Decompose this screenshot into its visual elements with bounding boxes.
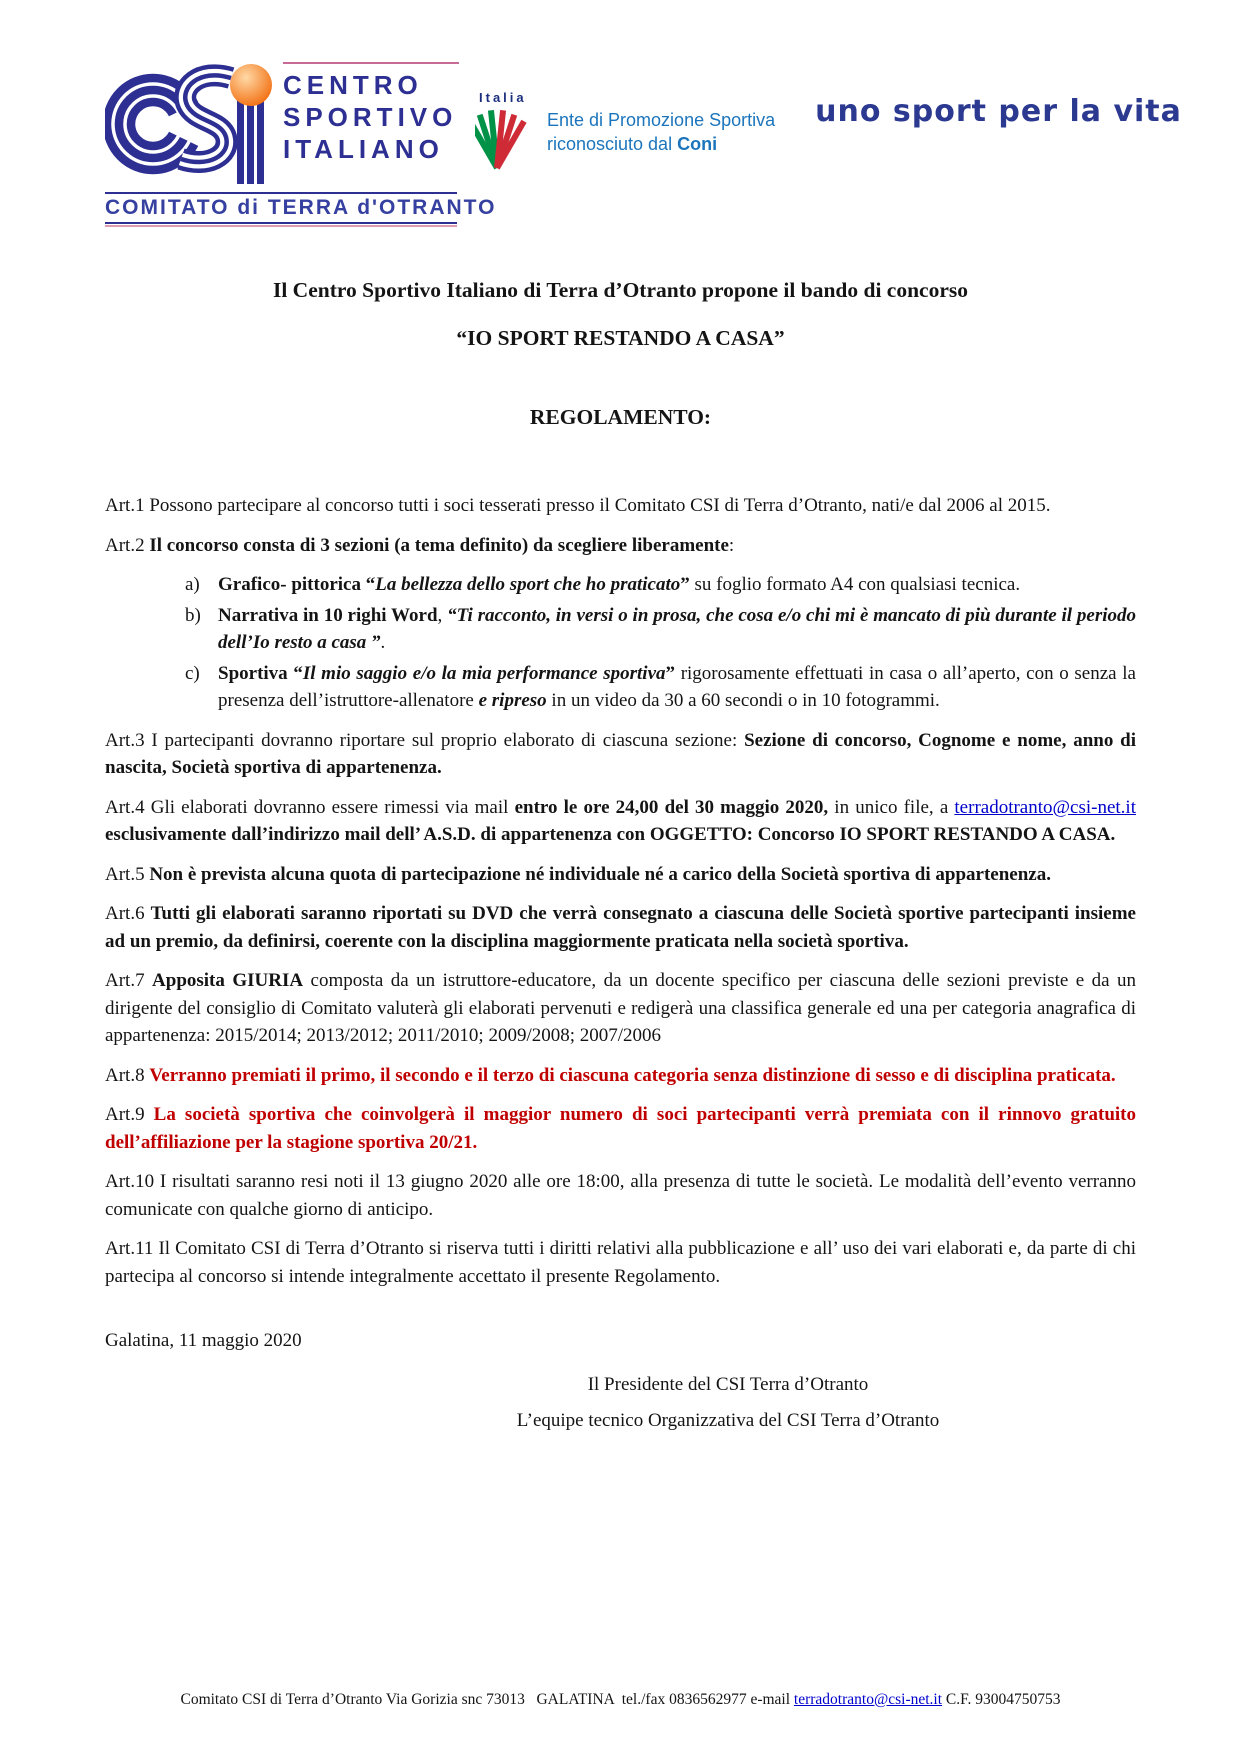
- coni-flag-fan-icon: [475, 106, 537, 172]
- text-run: .: [380, 632, 386, 653]
- text-run: Art.4 Gli elaborati dovranno essere rimessi via mail: [105, 796, 515, 818]
- committee-name: COMITATO di TERRA d'OTRANTO: [105, 196, 497, 219]
- text-run: Art.11 Il Comitato CSI di Terra d’Otranto si riserva tutti i diritti relativi alla pubblicazione e all’ uso dei vari elaborati e, da parte di chi partecipa al concorso si intende integralmente accettato il presente Regolamento.: [105, 1238, 1136, 1287]
- text-run: esclusivamente dall’indirizzo mail dell’ A.S.D. di appartenenza con OGGETTO: Concorso IO SPORT RESTANDO A CASA.: [105, 824, 1116, 845]
- text-run: Art.2: [105, 534, 150, 556]
- coni-line2-coni: Coni: [677, 134, 718, 154]
- document-content: [105, 60, 1182, 1432]
- list-marker: b): [185, 604, 201, 626]
- document-header: [105, 60, 1182, 227]
- text-run: Sezione di concorso, Cognome e nome, anno di nascita, Società sportiva di appartenenza.: [105, 729, 1136, 778]
- text-run: ,: [437, 604, 448, 626]
- pink-rule: [283, 62, 459, 64]
- csi-ball-icon: [230, 64, 272, 106]
- list-marker: a): [185, 574, 200, 595]
- csi-word-sportivo: SPORTIVO: [283, 102, 458, 132]
- csi-emblem-row: [105, 60, 457, 188]
- place-date: Galatina, 11 maggio 2020: [105, 1330, 302, 1351]
- text-run: Art.8: [105, 1064, 150, 1086]
- text-run: Comitato CSI di Terra d’Otranto Via Gorizia snc 73013 GALATINA tel./fax 0836562977 e-mail: [180, 1691, 794, 1708]
- text-run: su foglio formato A4 con qualsiasi tecnica.: [689, 574, 1021, 595]
- article-paragraph: [105, 727, 1136, 782]
- csi-word-centro: CENTRO: [283, 70, 423, 100]
- text-run: Art.6: [105, 903, 151, 924]
- text-run: entro le ore 24,00 del 30 maggio 2020,: [514, 796, 829, 818]
- coni-endorsement: [475, 90, 775, 174]
- article-paragraph: [105, 900, 1136, 955]
- text-run: Apposita GIURIA: [152, 970, 304, 991]
- article-paragraph: [105, 861, 1136, 889]
- title-line2: “IO SPORT RESTANDO A CASA”: [456, 326, 785, 350]
- csi-emblem-icon: [105, 60, 277, 188]
- list-marker: c): [185, 662, 200, 684]
- coni-line2: [547, 132, 775, 156]
- email-link[interactable]: terradotranto@csi-net.it: [954, 796, 1136, 818]
- text-run: rigorosamente effettuati in casa o all’aperto, con o senza la presenza dell’istruttore-allenatore: [218, 662, 1136, 711]
- text-run: Narrativa in 10 righi Word: [218, 604, 438, 626]
- committee-banner: [105, 192, 497, 227]
- list-item: [105, 571, 1136, 599]
- text-run: Sportiva “: [218, 662, 303, 684]
- text-run: “Ti racconto, in versi o in prosa, che cosa e/o chi mi è mancato di più durante il periodo dell’Io resto a casa ”: [218, 604, 1136, 653]
- text-run: in un video da 30 a 60 secondi o in 10 fotogrammi.: [546, 690, 940, 711]
- coni-line1: Ente di Promozione Sportiva: [547, 110, 776, 130]
- signature-president: Il Presidente del CSI Terra d’Otranto: [587, 1374, 869, 1395]
- signature-equipe: L’equipe tecnico Organizzativa del CSI Terra d’Otranto: [516, 1410, 940, 1431]
- article-paragraph: [105, 1062, 1136, 1090]
- coni-text: [547, 108, 775, 174]
- text-run: C.F. 93004750753: [942, 1691, 1061, 1708]
- text-run: Grafico- pittorica “: [218, 574, 376, 595]
- signature-block: [105, 1374, 1136, 1432]
- article-paragraph: [105, 1168, 1136, 1223]
- text-run: Art.10 I risultati saranno resi noti il 13 giugno 2020 alle ore 18:00, alla presenza di tutte le società. Le modalità dell’evento verranno comunicate con qualche giorno di anticipo.: [105, 1171, 1136, 1220]
- text-run: La società sportiva che coinvolgerà il maggior numero di soci partecipanti verrà premiata con il rinnovo gratuito dell’affiliazione per la stagione sportiva 20/21.: [105, 1104, 1136, 1153]
- articles: [105, 492, 1136, 1290]
- list-item: [105, 660, 1136, 715]
- text-run: e ripreso: [478, 690, 547, 711]
- article-paragraph: [105, 794, 1136, 849]
- coni-italia-label: Italia: [479, 90, 527, 105]
- red-rule: [105, 225, 457, 227]
- text-run: Il concorso consta di 3 sezioni (a tema definito) da scegliere liberamente: [149, 534, 729, 556]
- text-run: Art.7: [105, 970, 153, 991]
- article-paragraph: [105, 532, 1136, 560]
- text-run: Art.9: [105, 1104, 154, 1125]
- text-run: Non è prevista alcuna quota di partecipazione né individuale né a carico della Società sportiva di appartenenza.: [149, 863, 1051, 885]
- navy-rule-bottom: [105, 222, 457, 224]
- text-run: Tutti gli elaborati saranno riportati su DVD che verrà consegnato a ciascuna delle Società sportive partecipanti insieme ad un premio, da definirsi, coerente con la disciplina maggiormente praticata nella società sportiva.: [105, 903, 1136, 952]
- csi-wordmark: [283, 62, 459, 165]
- footer-line: [0, 1691, 1241, 1709]
- text-run: Il mio saggio e/o la mia performance sportiva: [302, 662, 666, 684]
- text-run: ”: [680, 574, 690, 595]
- list-item: [105, 602, 1136, 657]
- text-run: Verranno premiati il primo, il secondo e il terzo di ciascuna categoria senza distinzione di sesso e di disciplina praticata.: [149, 1064, 1116, 1086]
- article-paragraph: [105, 492, 1136, 520]
- text-run: in unico file, a: [828, 796, 955, 818]
- coni-flag-icon: [475, 90, 537, 174]
- text-run: Art.3 I partecipanti dovranno riportare sul proprio elaborato di ciascuna sezione:: [105, 729, 745, 751]
- csi-logo: [105, 60, 497, 227]
- email-link[interactable]: terradotranto@csi-net.it: [793, 1691, 943, 1708]
- title-line1: Il Centro Sportivo Italiano di Terra d’Otranto propone il bando di concorso: [272, 278, 969, 302]
- article-paragraph: [105, 1101, 1136, 1156]
- slogan: uno sport per la vita: [815, 94, 1182, 129]
- article-paragraph: [105, 1235, 1136, 1290]
- csi-word-italiano: ITALIANO: [283, 134, 444, 164]
- document-title: [105, 277, 1136, 351]
- section-heading: REGOLAMENTO:: [529, 405, 712, 429]
- text-run: La bellezza dello sport che ho praticato: [375, 574, 681, 595]
- text-run: :: [728, 534, 735, 556]
- coni-line2-prefix: riconosciuto dal: [547, 134, 678, 154]
- text-run: composta da un istruttore-educatore, da un docente specifico per ciascuna delle sezioni previste e da un dirigente del consiglio di Comitato valuterà gli elaborati pervenuti e redigerà una classifica generale ed una per categoria anagrafica di appartenenza: 2015/2014; 2013/2012; 2011/2010; 2009/2008; 2007/2006: [105, 970, 1137, 1046]
- article-paragraph: [105, 967, 1136, 1050]
- text-run: ”: [665, 662, 676, 684]
- text-run: Art.5: [105, 863, 150, 885]
- text-run: Art.1 Possono partecipare al concorso tutti i soci tesserati presso il Comitato CSI di Terra d’Otranto, nati/e dal 2006 al 2015.: [105, 495, 1051, 516]
